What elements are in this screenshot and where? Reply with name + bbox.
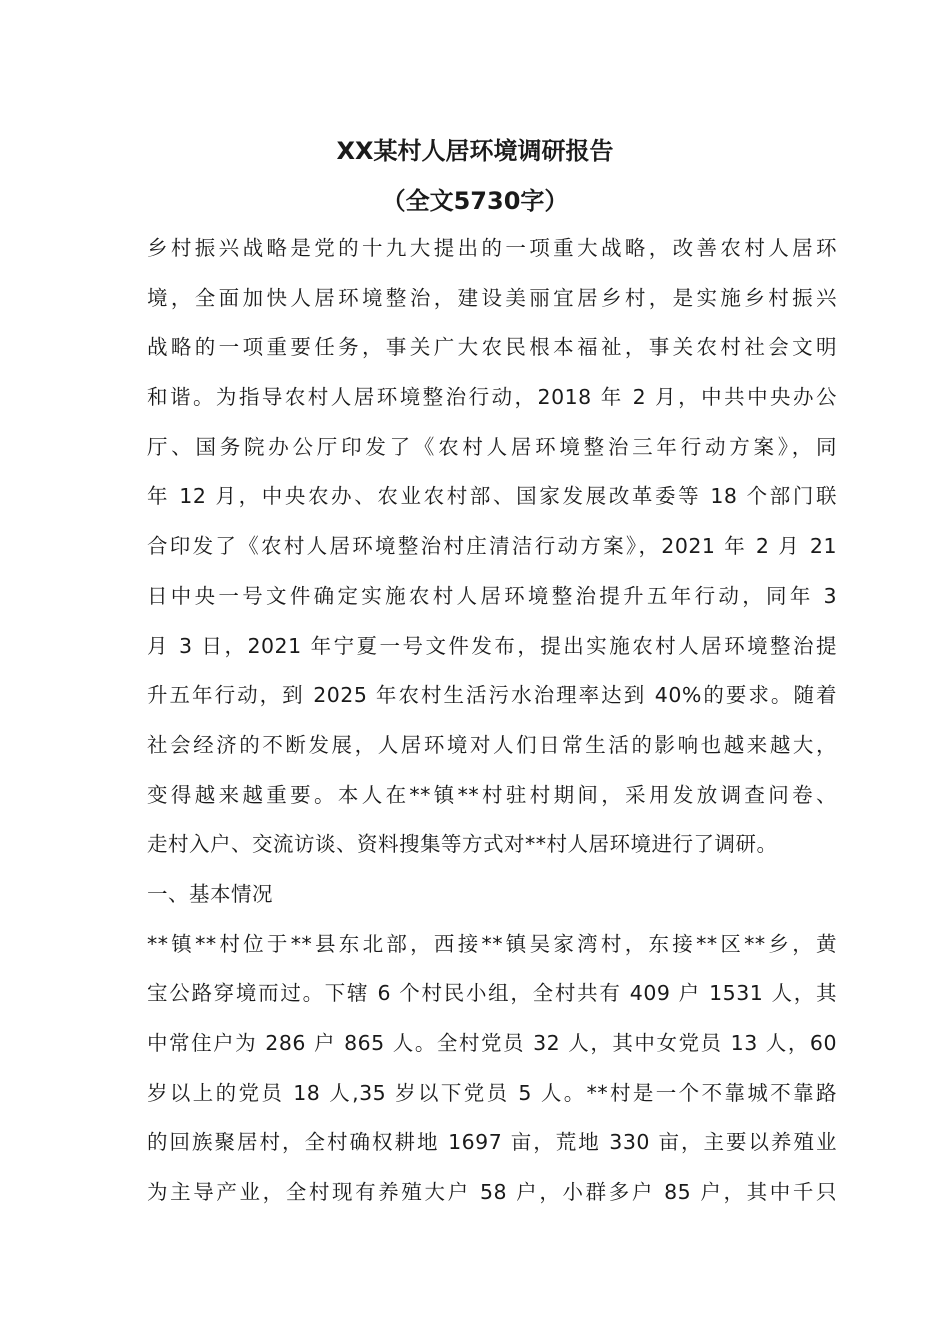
paragraph-line: 乡村振兴战略是党的十九大提出的一项重大战略，改善农村人居环 [147,236,837,260]
report-body [147,224,837,1218]
paragraph-line: 厅、国务院办公厅印发了《农村人居环境整治三年行动方案》，同 [147,434,837,459]
paragraph-line: 为主导产业，全村现有养殖大户 58 户，小群多户 85 户，其中千只 [147,1180,837,1205]
paragraph-line: 战略的一项重要任务，事关广大农民根本福祉，事关农村社会文明 [147,335,837,360]
word-count-subtitle: （全文5730字） [381,187,569,215]
page-title: XX某村人居环境调研报告 [336,137,614,165]
paragraph-line: 岁以上的党员 18 人,35 岁以下党员 5 人。**村是一个不靠城不靠路 [147,1080,837,1105]
paragraph-line: 走村入户、交流访谈、资料搜集等方式对**村人居环境进行了调研。 [147,832,778,857]
paragraph-line: 境，全面加快人居环境整治，建设美丽宜居乡村，是实施乡村振兴 [147,285,837,310]
paragraph-line: 变得越来越重要。本人在**镇**村驻村期间，采用发放调查问卷、 [147,782,837,807]
paragraph-line: 的回族聚居村，全村确权耕地 1697 亩，荒地 330 亩，主要以养殖业 [147,1130,837,1155]
paragraph-line: 月 3 日，2021 年宁夏一号文件发布，提出实施农村人居环境整治提 [147,633,837,658]
paragraph-line: 中常住户为 286 户 865 人。全村党员 32 人，其中女党员 13 人，60 [147,1031,837,1055]
paragraph-line: 日中央一号文件确定实施农村人居环境整治提升五年行动，同年 3 [147,583,837,608]
paragraph-line: 升五年行动，到 2025 年农村生活污水治理率达到 40%的要求。随着 [147,683,837,708]
paragraph-line: 年 12 月，中央农办、农业农村部、国家发展改革委等 18 个部门联 [147,484,837,509]
paragraph-line: 合印发了《农村人居环境整治村庄清洁行动方案》，2021 年 2 月 21 [147,534,837,559]
section-heading: 一、基本情况 [147,881,273,906]
paragraph-line: 社会经济的不断发展，人居环境对人们日常生活的影响也越来越大， [147,732,837,757]
paragraph-line: 和谐。为指导农村人居环境整治行动，2018 年 2 月，中共中央办公 [147,385,837,410]
paragraph-line: 宝公路穿境而过。下辖 6 个村民小组，全村共有 409 户 1531 人，其 [147,981,837,1006]
paragraph-line: **镇**村位于**县东北部，西接**镇吴家湾村，东接**区**乡，黄 [147,931,837,956]
